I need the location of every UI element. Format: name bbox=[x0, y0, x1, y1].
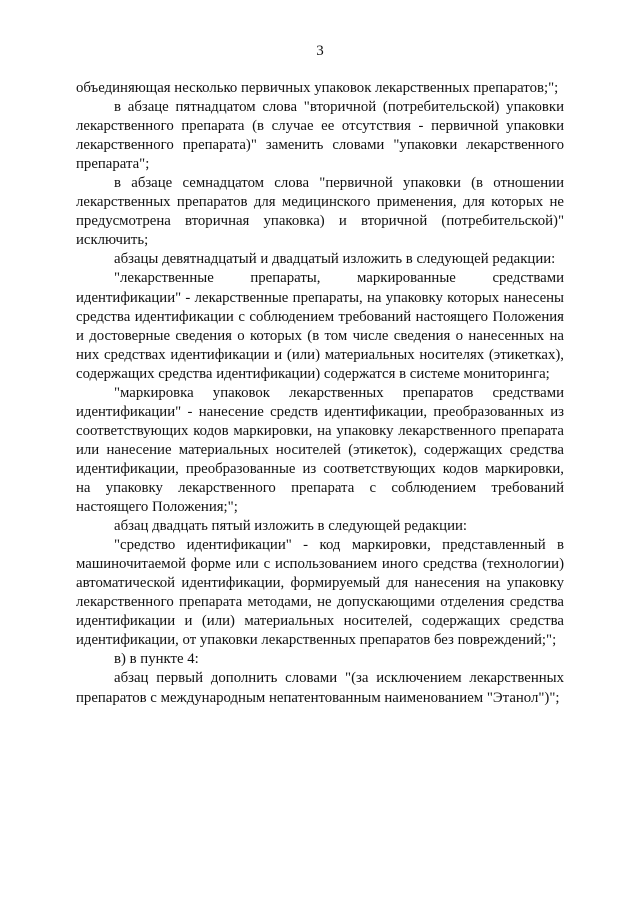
paragraph-6: "маркировка упаковок лекарственных препаратов средствами идентификации" - нанесение средств идентификации, преобразованных из соответствующих кодов маркировки, на упаковку лекарственного препарата или нанесение материальных носителей (этикеток), содержащих средства идентификации, преобразованные из соответствующих кодов маркировки, на упаковку лекарственного препарата с соблюдением требований настоящего Положения;"; bbox=[76, 384, 564, 516]
paragraph-7: абзац двадцать пятый изложить в следующей редакции: bbox=[114, 518, 468, 535]
page-number: 3 bbox=[316, 43, 324, 59]
paragraph-1: объединяющая несколько первичных упаковок лекарственных препаратов;"; bbox=[76, 80, 559, 96]
paragraph-3: в абзаце семнадцатом слова "первичной упаковки (в отношении лекарственных препаратов для медицинского применения, для которых не предусмотрена вторичная упаковка) и вторичной (потребительской)" исключить; bbox=[76, 175, 564, 249]
paragraph-2: в абзаце пятнадцатом слова "вторичной (потребительской) упаковки лекарственного препарата (в случае ее отсутствия - первичной упаковки лекарственного препарата)" заменить словами "упаковки лекарственного препарата"; bbox=[76, 99, 564, 173]
paragraph-4: абзацы девятнадцатый и двадцатый изложить в следующей редакции: bbox=[114, 251, 556, 268]
paragraph-8: "средство идентификации" - код маркировки, представленный в машиночитаемой форме или с использованием иного средства (технологии) автоматической идентификации, формируемый для нанесения на упаковку лекарственного препарата методами, не допускающими отделения средства идентификации и (или) материальных носителей, содержащих средства идентификации, от упаковки лекарственных препаратов без повреждений;"; bbox=[76, 537, 564, 649]
document-body bbox=[76, 79, 564, 708]
paragraph-9: в) в пункте 4: bbox=[114, 651, 199, 668]
paragraph-10: абзац первый дополнить словами "(за исключением лекарственных препаратов с международным непатентованным наименованием "Этанол")"; bbox=[76, 670, 564, 706]
paragraph-5: "лекарственные препараты, маркированные средствами идентификации" - лекарственные препараты, на упаковку которых нанесены средства идентификации с соблюдением требований настоящего Положения и достоверные сведения о которых (в том числе сведения о нанесенных на них средствах идентификации и (или) материальных носителях (этикетках), содержащих средства идентификации) содержатся в системе мониторинга; bbox=[76, 270, 564, 382]
